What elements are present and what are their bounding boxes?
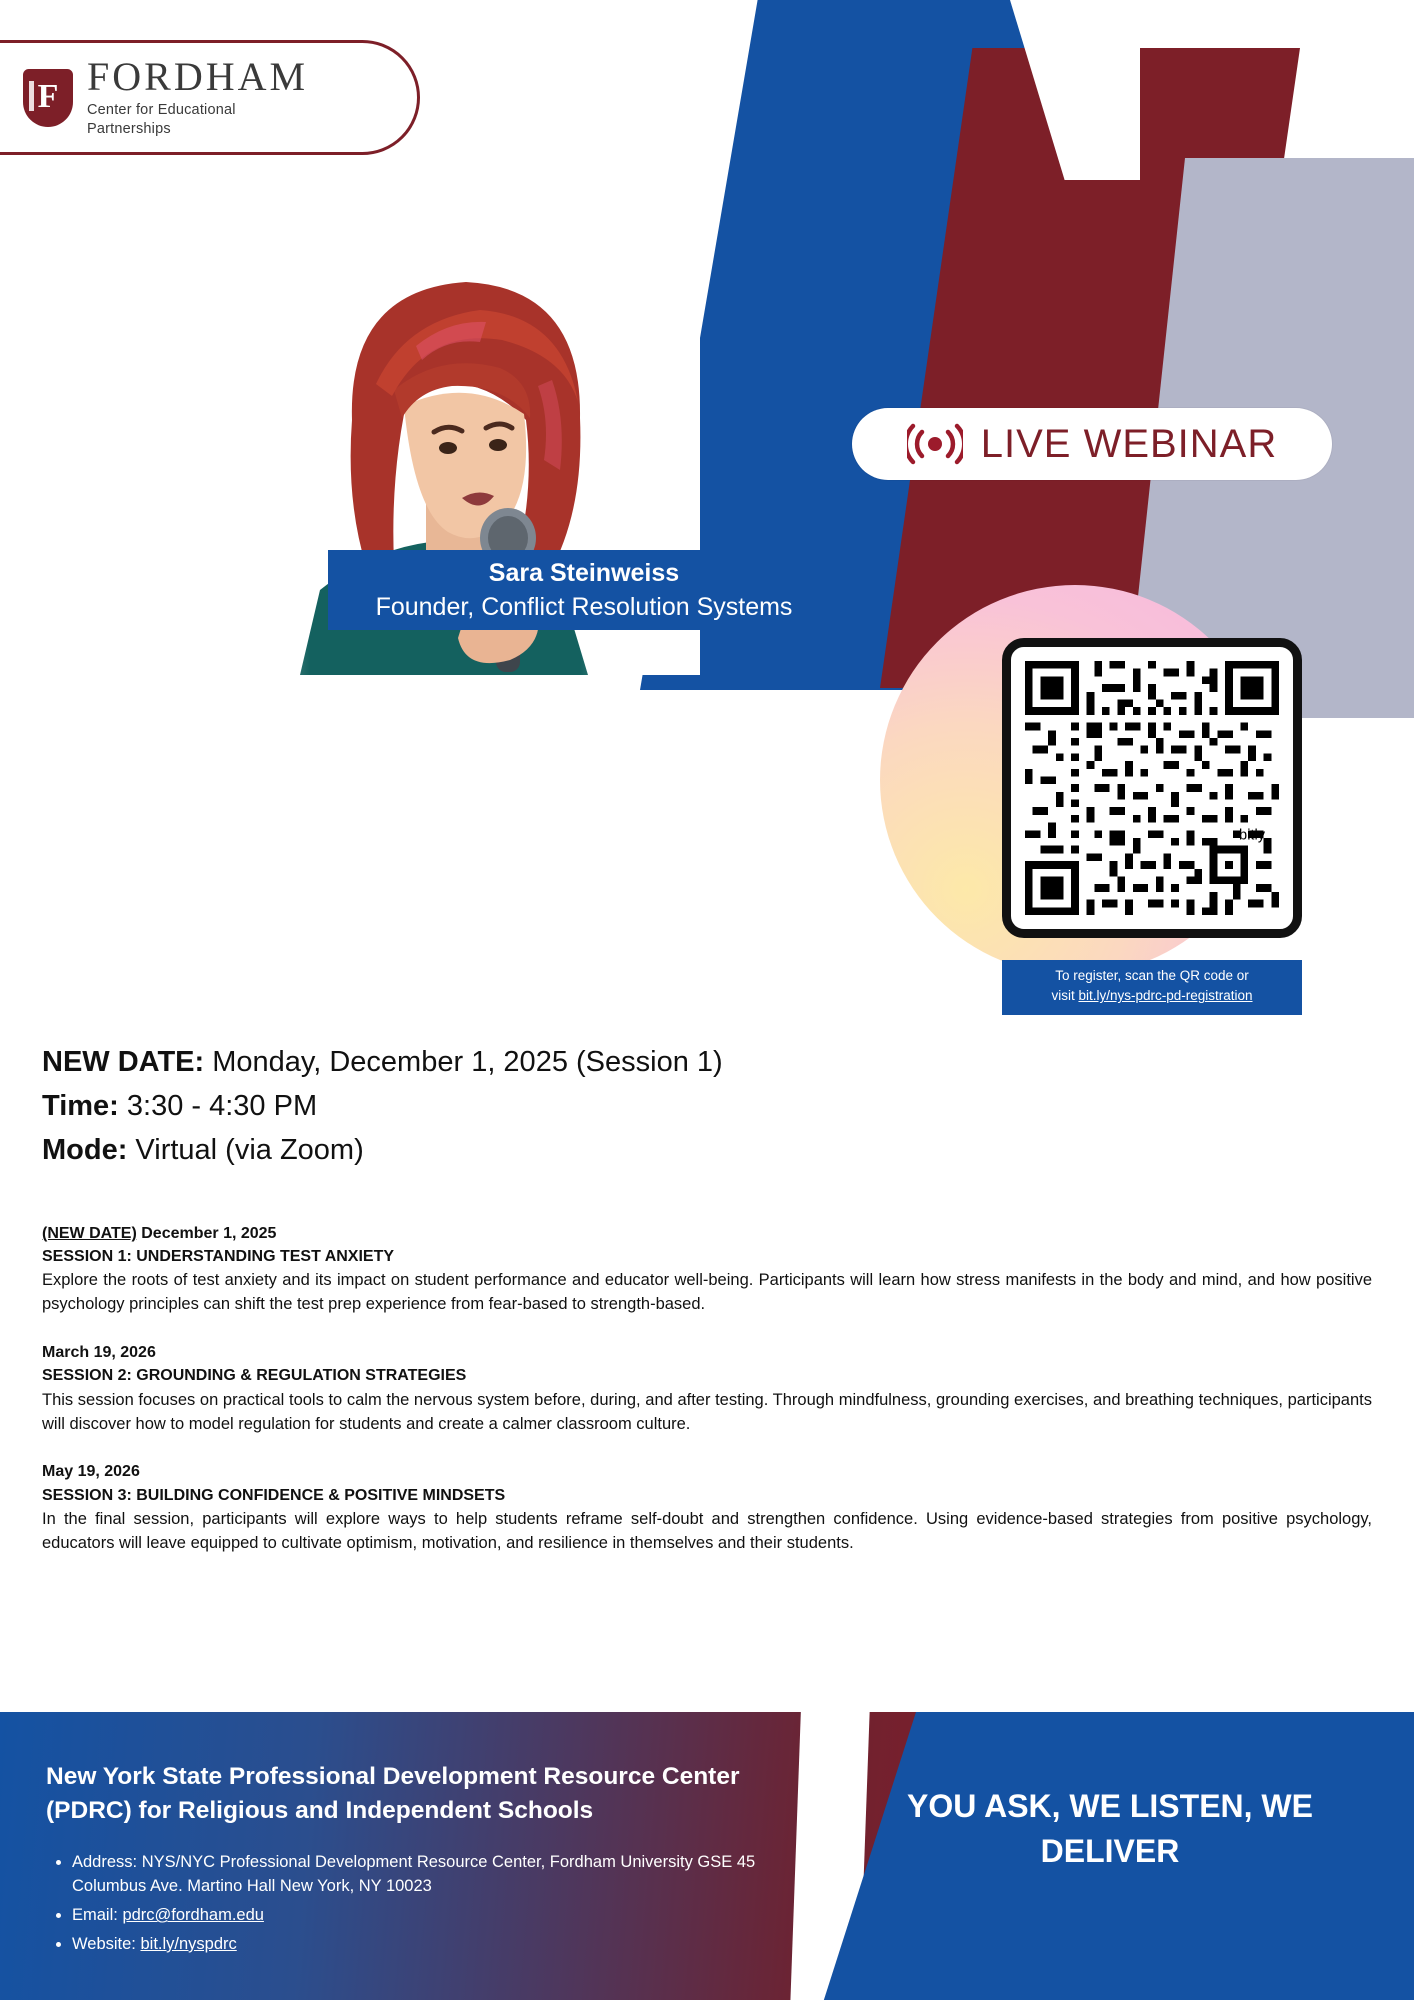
qr-caption-visit-prefix: visit <box>1051 988 1079 1004</box>
footer-email <box>72 1903 786 1928</box>
detail-time-label: Time: <box>42 1090 119 1123</box>
description-band <box>0 672 900 1022</box>
footer <box>0 1712 1414 2000</box>
session-item <box>42 1341 1372 1436</box>
qr-code[interactable] <box>1002 638 1302 938</box>
live-webinar-label: LIVE WEBINAR <box>980 421 1278 466</box>
desc-part2: for a 3-part professional development webinar series designed to help educators support students and themselves through the stress of test preparation. Each one-hour session integrates practical strategies grounded in positive psychology, mindfulness, and grounding techniques to reduce anxiety, build resilience, and enhance performance under pressure. <box>50 824 838 950</box>
session-title: SESSION 3: BUILDING CONFIDENCE & POSITIVE MINDSETS <box>42 1486 506 1504</box>
footer-address: • Address: NYS/NYC Professional Development Resource Center, Fordham University GSE 45 Columbus Ave. Martino Hall New York, NY 10023 <box>72 1850 786 1900</box>
session-title: SESSION 1: UNDERSTANDING TEST ANXIETY <box>42 1248 395 1266</box>
session-date-badge: (NEW DATE) <box>42 1225 137 1242</box>
session-date-text: December 1, 2025 <box>136 1225 277 1242</box>
session-item <box>42 1222 1372 1317</box>
session-description: This session focuses on practical tools to calm the nervous system before, during, and after testing. Through mindfulness, grounding exercises, and breathing techniques, participants will discover how to model regulation for students and create a calmer classroom culture. <box>42 1390 1372 1433</box>
qr-code-image[interactable] <box>1025 661 1279 915</box>
session-date: March 19, 2026 <box>42 1344 156 1362</box>
footer-website-link[interactable]: bit.ly/nyspdrc <box>140 1934 237 1953</box>
desc-part1: Join educator and positive psychology practitioner <box>50 824 428 843</box>
logo-subtitle-line1: Center for Educational <box>87 102 236 119</box>
detail-time-value: 3:30 - 4:30 PM <box>118 1090 318 1123</box>
footer-org-name: New York State Professional Development Resource Center (PDRC) for Religious and Independent Schools <box>46 1763 740 1824</box>
fordham-logo <box>0 40 420 155</box>
svg-text:bitly: bitly <box>1239 827 1266 844</box>
session-list <box>42 1222 1372 1580</box>
footer-website <box>72 1932 786 1957</box>
logo-subtitle-line2: Partnerships <box>87 120 171 137</box>
broadcast-icon <box>907 423 963 465</box>
detail-mode <box>42 1128 1022 1172</box>
live-webinar-badge <box>852 408 1332 480</box>
footer-email-link[interactable]: pdrc@fordham.edu <box>122 1906 264 1925</box>
qr-caption-line1: To register, scan the QR code or <box>1055 968 1249 983</box>
qr-caption-line2 <box>1008 986 1296 1006</box>
speaker-name: Sara Steinweiss <box>488 559 680 587</box>
footer-contact-block <box>46 1760 786 1961</box>
speaker-nameplate <box>328 550 840 630</box>
detail-mode-value: Virtual (via Zoom) <box>127 1134 364 1167</box>
session-date <box>42 1222 1372 1245</box>
session-title: SESSION 2: GROUNDING & REGULATION STRATEGIES <box>42 1367 467 1385</box>
footer-email-label: Email: <box>72 1906 123 1925</box>
fordham-shield-icon <box>23 69 73 127</box>
session-date: May 19, 2026 <box>42 1463 140 1481</box>
detail-date-value: Monday, December 1, 2025 (Session 1) <box>204 1046 723 1078</box>
webinar-title: TEST PREP ANXIETY: STRATEGIES FOR CALM, FOCUS, AND CONFIDENCE <box>83 720 803 796</box>
detail-date-label: NEW DATE: <box>42 1046 205 1078</box>
footer-website-label: Website: <box>72 1934 141 1953</box>
session-description: Explore the roots of test anxiety and its impact on student performance and educator well-being. Participants will learn how stress manifests in the body and mind, and how positive psychology principles can shift the test prep experience from fear-based to strength-based. <box>42 1271 1372 1314</box>
detail-time <box>42 1084 1022 1128</box>
registration-link[interactable]: bit.ly/nys-pdrc-pd-registration <box>1078 988 1253 1004</box>
detail-date <box>42 1040 1022 1084</box>
footer-tagline: YOU ASK, WE LISTEN, WE DELIVER <box>907 1788 1313 1870</box>
detail-mode-label: Mode: <box>42 1134 128 1167</box>
desc-speaker-name: Sara Steinweiss <box>427 824 554 843</box>
session-item <box>42 1460 1372 1555</box>
logo-wordmark: FORDHAM <box>87 54 309 100</box>
session-description: In the final session, participants will explore ways to help students reframe self-doubt and strengthen confidence. Using evidence-based strategies from positive psychology, educators will leave equipped to cultivate optimism, motivation, and resilience in themselves and their students. <box>42 1509 1372 1552</box>
webinar-description <box>50 821 864 955</box>
speaker-title: Founder, Conflict Resolution Systems <box>375 592 793 621</box>
event-details <box>42 1040 1022 1172</box>
qr-caption[interactable] <box>1002 960 1302 1015</box>
